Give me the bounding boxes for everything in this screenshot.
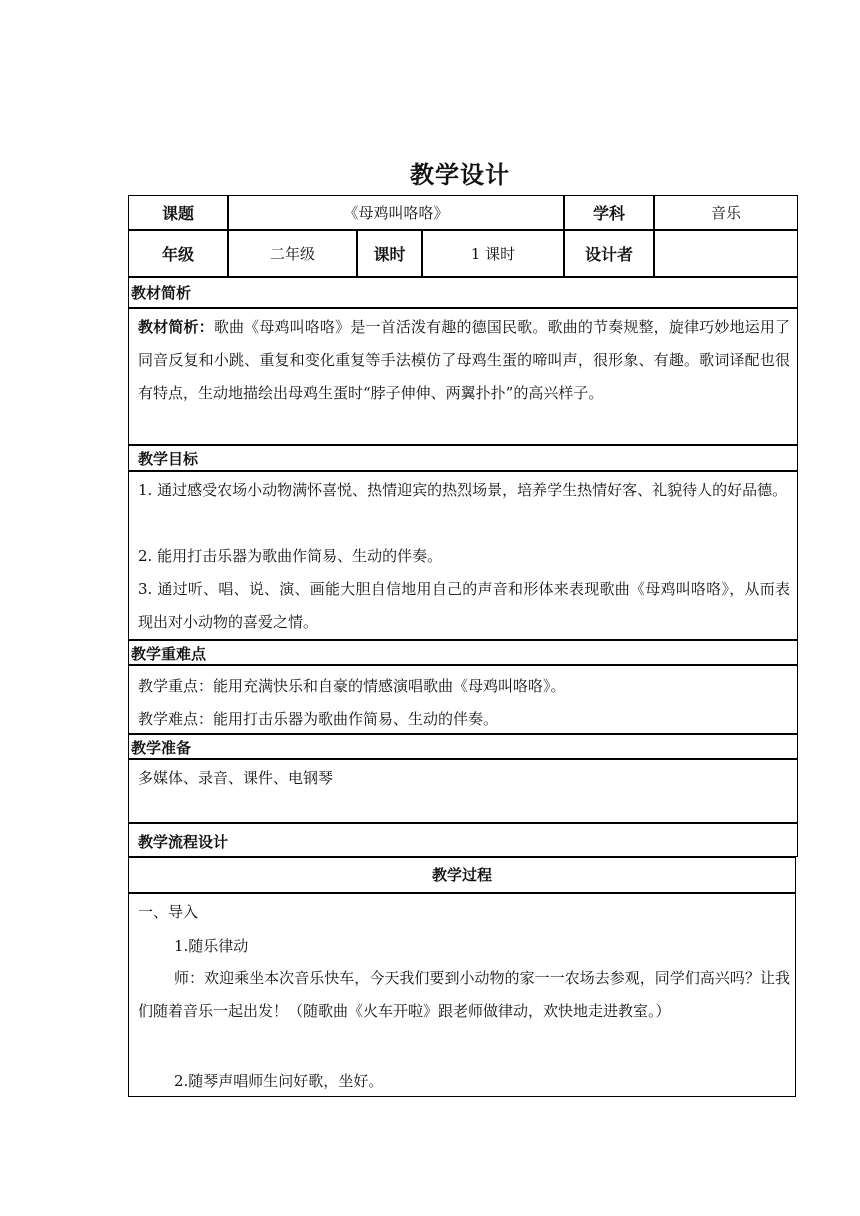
row-divider [128,639,798,641]
step-1: 1.随乐律动 [174,937,249,955]
row-divider [128,733,798,735]
goal-item-2: 2. 能用打击乐器为歌曲作简易、生动的伴奏。 [138,547,443,565]
grade-value: 二年级 [269,245,315,263]
section-intro: 一、导入 [138,903,199,921]
row-divider [128,444,798,446]
designer-value [654,230,798,277]
material-lead: 教材简析： [138,318,214,336]
period-label: 课时 [373,245,406,264]
key-point-focus: 教学重点：能用充满快乐和自豪的情感演唱歌曲《母鸡叫咯咯》。 [138,677,566,695]
grade-label: 年级 [161,245,194,264]
material-text [138,311,790,410]
goals-heading: 教学目标 [138,450,199,468]
teacher-speech: 师：欢迎乘坐本次音乐快车，今天我们要到小动物的家一一农场去参观，同学们高兴吗？让我们随着音乐一起出发！（随歌曲《火车开啦》跟老师做律动，欢快地走进教室。） [138,969,790,1020]
period-value: 1 课时 [470,245,516,263]
subject-value: 音乐 [710,203,741,222]
teacher-text [138,962,790,1028]
goal-item-1: 1. 通过感受农场小动物满怀喜悦、热情迎宾的热烈场景，培养学生热情好客、礼貌待人的好品德。 [138,481,788,499]
designer-label: 设计者 [584,245,633,264]
material-body: 歌曲《母鸡叫咯咯》是一首活泼有趣的德国民歌。歌曲的节奏规整，旋律巧妙地运用了同音反复和小跳、重复和变化重复等手法模仿了母鸡生蛋的啼叫声，很形象、有趣。歌词译配也很有特点，生动地描绘出母鸡生蛋时“脖子伸伸、两翼扑扑”的高兴样子。 [138,318,790,402]
row-divider [128,664,798,666]
topic-label: 课题 [161,203,194,223]
row-divider [128,892,796,894]
key-points-heading: 教学重难点 [131,645,207,663]
row-divider [128,470,798,472]
document-title: 教学设计 [410,161,510,189]
key-point-difficulty: 教学难点：能用打击乐器为歌曲作简易、生动的伴奏。 [138,710,499,728]
process-heading: 教学过程 [431,866,492,884]
step-2: 2.随琴声唱师生问好歌，坐好。 [174,1072,384,1090]
row-divider [128,307,798,309]
preparation-text: 多媒体、录音、课件、电钢琴 [138,769,334,787]
material-heading: 教材简析 [131,284,192,302]
row-divider [128,758,798,760]
preparation-heading: 教学准备 [131,739,192,757]
flow-heading: 教学流程设计 [138,833,229,851]
row-divider [128,822,798,824]
subject-label: 学科 [592,203,625,223]
topic-value: 《母鸡叫咯咯》 [343,203,449,222]
goal-item-3: 3. 通过听、唱、说、演、画能大胆自信地用自己的声音和形体来表现歌曲《母鸡叫咯咯》，从而表现出对小动物的喜爱之情。 [138,580,790,631]
